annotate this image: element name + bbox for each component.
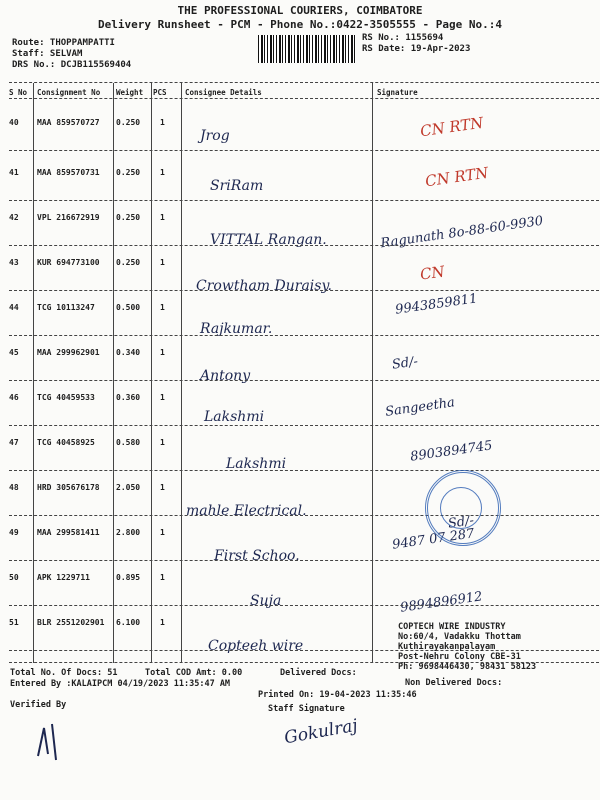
row-sno: 44 xyxy=(9,303,19,312)
row-pcs: 1 xyxy=(160,118,165,127)
row-weight: 2.800 xyxy=(116,528,141,537)
footer-rule xyxy=(9,662,599,663)
row-separator xyxy=(9,200,599,201)
row-consignment-no: TCG 40459533 xyxy=(37,393,95,402)
verified-by: Verified By xyxy=(10,700,67,710)
row-consignment-no: TCG 40458925 xyxy=(37,438,95,447)
row-separator xyxy=(9,470,599,471)
row-sno: 45 xyxy=(9,348,19,357)
row-consignment-no: MAA 299962901 xyxy=(37,348,100,357)
row-consignee-handwritten: Suja xyxy=(250,593,282,609)
row-consignee-handwritten: mahle Electrical. xyxy=(186,503,307,519)
row-signature: 9487 07 287 xyxy=(391,526,476,553)
row-sno: 48 xyxy=(9,483,19,492)
total-docs: Total No. Of Docs: 51 xyxy=(10,668,118,678)
row-separator xyxy=(9,515,599,516)
row-pcs: 1 xyxy=(160,303,165,312)
row-consignee-handwritten: SriRam xyxy=(210,178,264,194)
total-cod: Total COD Amt: 0.00 xyxy=(145,668,243,678)
row-pcs: 1 xyxy=(160,483,165,492)
row-consignment-no: HRD 305676178 xyxy=(37,483,100,492)
row-pcs: 1 xyxy=(160,618,165,627)
table-row xyxy=(0,520,600,564)
entered-by: Entered By :KALAIPCM 04/19/2023 11:35:47 AM xyxy=(10,679,231,689)
row-pcs: 1 xyxy=(160,168,165,177)
verifier-signature xyxy=(30,716,80,766)
row-consignment-no: VPL 216672919 xyxy=(37,213,100,222)
row-pcs: 1 xyxy=(160,393,165,402)
col-header-sno: S No xyxy=(9,88,28,97)
row-sno: 51 xyxy=(9,618,19,627)
row-signature: CN RTN xyxy=(419,113,485,141)
runsheet-subtitle: Delivery Runsheet - PCM - Phone No.:0422-3505555 - Page No.:4 xyxy=(98,18,502,31)
row-sno: 47 xyxy=(9,438,19,447)
row-consignment-no: APK 1229711 xyxy=(37,573,90,582)
row-consignment-no: BLR 2551202901 xyxy=(37,618,105,627)
row-separator xyxy=(9,245,599,246)
stamp-line: Kuthirayakanpalayam xyxy=(398,642,496,652)
row-separator xyxy=(9,150,599,151)
row-sno: 43 xyxy=(9,258,19,267)
row-sno: 40 xyxy=(9,118,19,127)
stamp-line: Ph: 9698446430, 98431 58123 xyxy=(398,662,537,672)
address-stamp xyxy=(398,622,536,672)
row-weight: 0.580 xyxy=(116,438,141,447)
row-consignment-no: MAA 859570731 xyxy=(37,168,100,177)
row-sno: 49 xyxy=(9,528,19,537)
table-row xyxy=(0,160,600,200)
row-weight: 0.250 xyxy=(116,168,141,177)
staff-signature-label: Staff Signature xyxy=(268,704,345,714)
col-header-signature: Signature xyxy=(377,88,418,97)
row-consignee-handwritten: VITTAL Rangan. xyxy=(210,232,327,248)
row-consignee-handwritten: Lakshmi xyxy=(226,456,287,472)
company-title: THE PROFESSIONAL COURIERS, COIMBATORE xyxy=(177,4,423,17)
col-header-consignment: Consignment No xyxy=(37,88,101,97)
row-separator xyxy=(9,380,599,381)
table-row xyxy=(0,475,600,532)
row-consignment-no: MAA 299581411 xyxy=(37,528,100,537)
row-consignment-no: MAA 859570727 xyxy=(37,118,100,127)
printed-on: Printed On: 19-04-2023 11:35:46 xyxy=(258,690,417,700)
row-separator xyxy=(9,560,599,561)
row-sno: 50 xyxy=(9,573,19,582)
row-pcs: 1 xyxy=(160,348,165,357)
rs-number: RS No.: 1155694 xyxy=(362,33,444,43)
row-consignment-no: TCG 10113247 xyxy=(37,303,95,312)
header-rule xyxy=(9,98,599,99)
row-pcs: 1 xyxy=(160,573,165,582)
row-consignee-handwritten: Copteeh wire xyxy=(208,638,304,654)
row-consignment-no: KUR 694773100 xyxy=(37,258,100,267)
table-row xyxy=(0,250,600,294)
row-sno: 46 xyxy=(9,393,19,402)
table-row xyxy=(0,110,600,150)
row-consignee-handwritten: First Schoo. xyxy=(214,548,300,564)
row-pcs: 1 xyxy=(160,258,165,267)
row-signature: Sd/- xyxy=(447,513,475,532)
stamp-line: COPTECH WIRE INDUSTRY xyxy=(398,622,506,632)
table-row xyxy=(0,205,600,252)
col-header-consignee: Consignee Details xyxy=(185,88,262,97)
table-row xyxy=(0,340,600,384)
row-separator xyxy=(9,425,599,426)
row-weight: 0.340 xyxy=(116,348,141,357)
row-pcs: 1 xyxy=(160,438,165,447)
row-consignee-handwritten: Lakshmi xyxy=(204,409,265,425)
col-header-pcs: PCS xyxy=(153,88,167,97)
row-consignee-handwritten: Crowtham Duraisy. xyxy=(196,278,332,294)
row-weight: 0.250 xyxy=(116,213,141,222)
row-weight: 2.050 xyxy=(116,483,141,492)
row-signature: Ragunath 8o-88-60-9930 xyxy=(379,213,545,252)
row-weight: 0.895 xyxy=(116,573,141,582)
row-signature: Sangeetha xyxy=(384,395,456,420)
table-row xyxy=(0,430,600,470)
row-weight: 0.250 xyxy=(116,258,141,267)
non-delivered-docs: Non Delivered Docs: xyxy=(405,678,503,688)
row-weight: 0.250 xyxy=(116,118,141,127)
row-separator xyxy=(9,335,599,336)
stamp-line: No:60/4, Vadakku Thottam xyxy=(398,632,521,642)
row-consignee-handwritten: Jrog xyxy=(200,128,230,144)
row-pcs: 1 xyxy=(160,528,165,537)
row-sno: 41 xyxy=(9,168,19,177)
col-header-weight: Weight xyxy=(116,88,144,97)
row-signature: 9894896912 xyxy=(399,589,484,616)
delivered-docs: Delivered Docs: xyxy=(280,668,357,678)
row-weight: 0.360 xyxy=(116,393,141,402)
row-signature: CN xyxy=(418,262,446,284)
row-consignee-handwritten: Antony xyxy=(200,368,251,384)
table-top-rule xyxy=(9,82,599,83)
stamp-line: Post-Nehru Colony CBE-31 xyxy=(398,652,521,662)
drs-number: DRS No.: DCJB115569404 xyxy=(12,60,132,70)
table-row xyxy=(0,565,600,616)
table-row xyxy=(0,385,600,425)
row-separator xyxy=(9,605,599,606)
row-signature: CN RTN xyxy=(424,163,490,191)
row-weight: 0.500 xyxy=(116,303,141,312)
row-consignee-handwritten: Rajkumar. xyxy=(200,321,273,337)
staff: Staff: SELVAM xyxy=(12,49,83,59)
row-signature: Sd/- xyxy=(391,354,419,373)
row-pcs: 1 xyxy=(160,213,165,222)
company-stamp-inner xyxy=(440,487,482,532)
staff-signature: Gokulraj xyxy=(282,715,360,749)
route: Route: THOPPAMPATTI xyxy=(12,38,115,48)
barcode xyxy=(258,35,356,63)
rs-date: RS Date: 19-Apr-2023 xyxy=(362,44,471,54)
row-signature: 9943859811 xyxy=(394,291,479,318)
table-row xyxy=(0,291,600,337)
row-sno: 42 xyxy=(9,213,19,222)
row-weight: 6.100 xyxy=(116,618,141,627)
row-signature: 8903894745 xyxy=(409,438,494,465)
row-separator xyxy=(9,290,599,291)
